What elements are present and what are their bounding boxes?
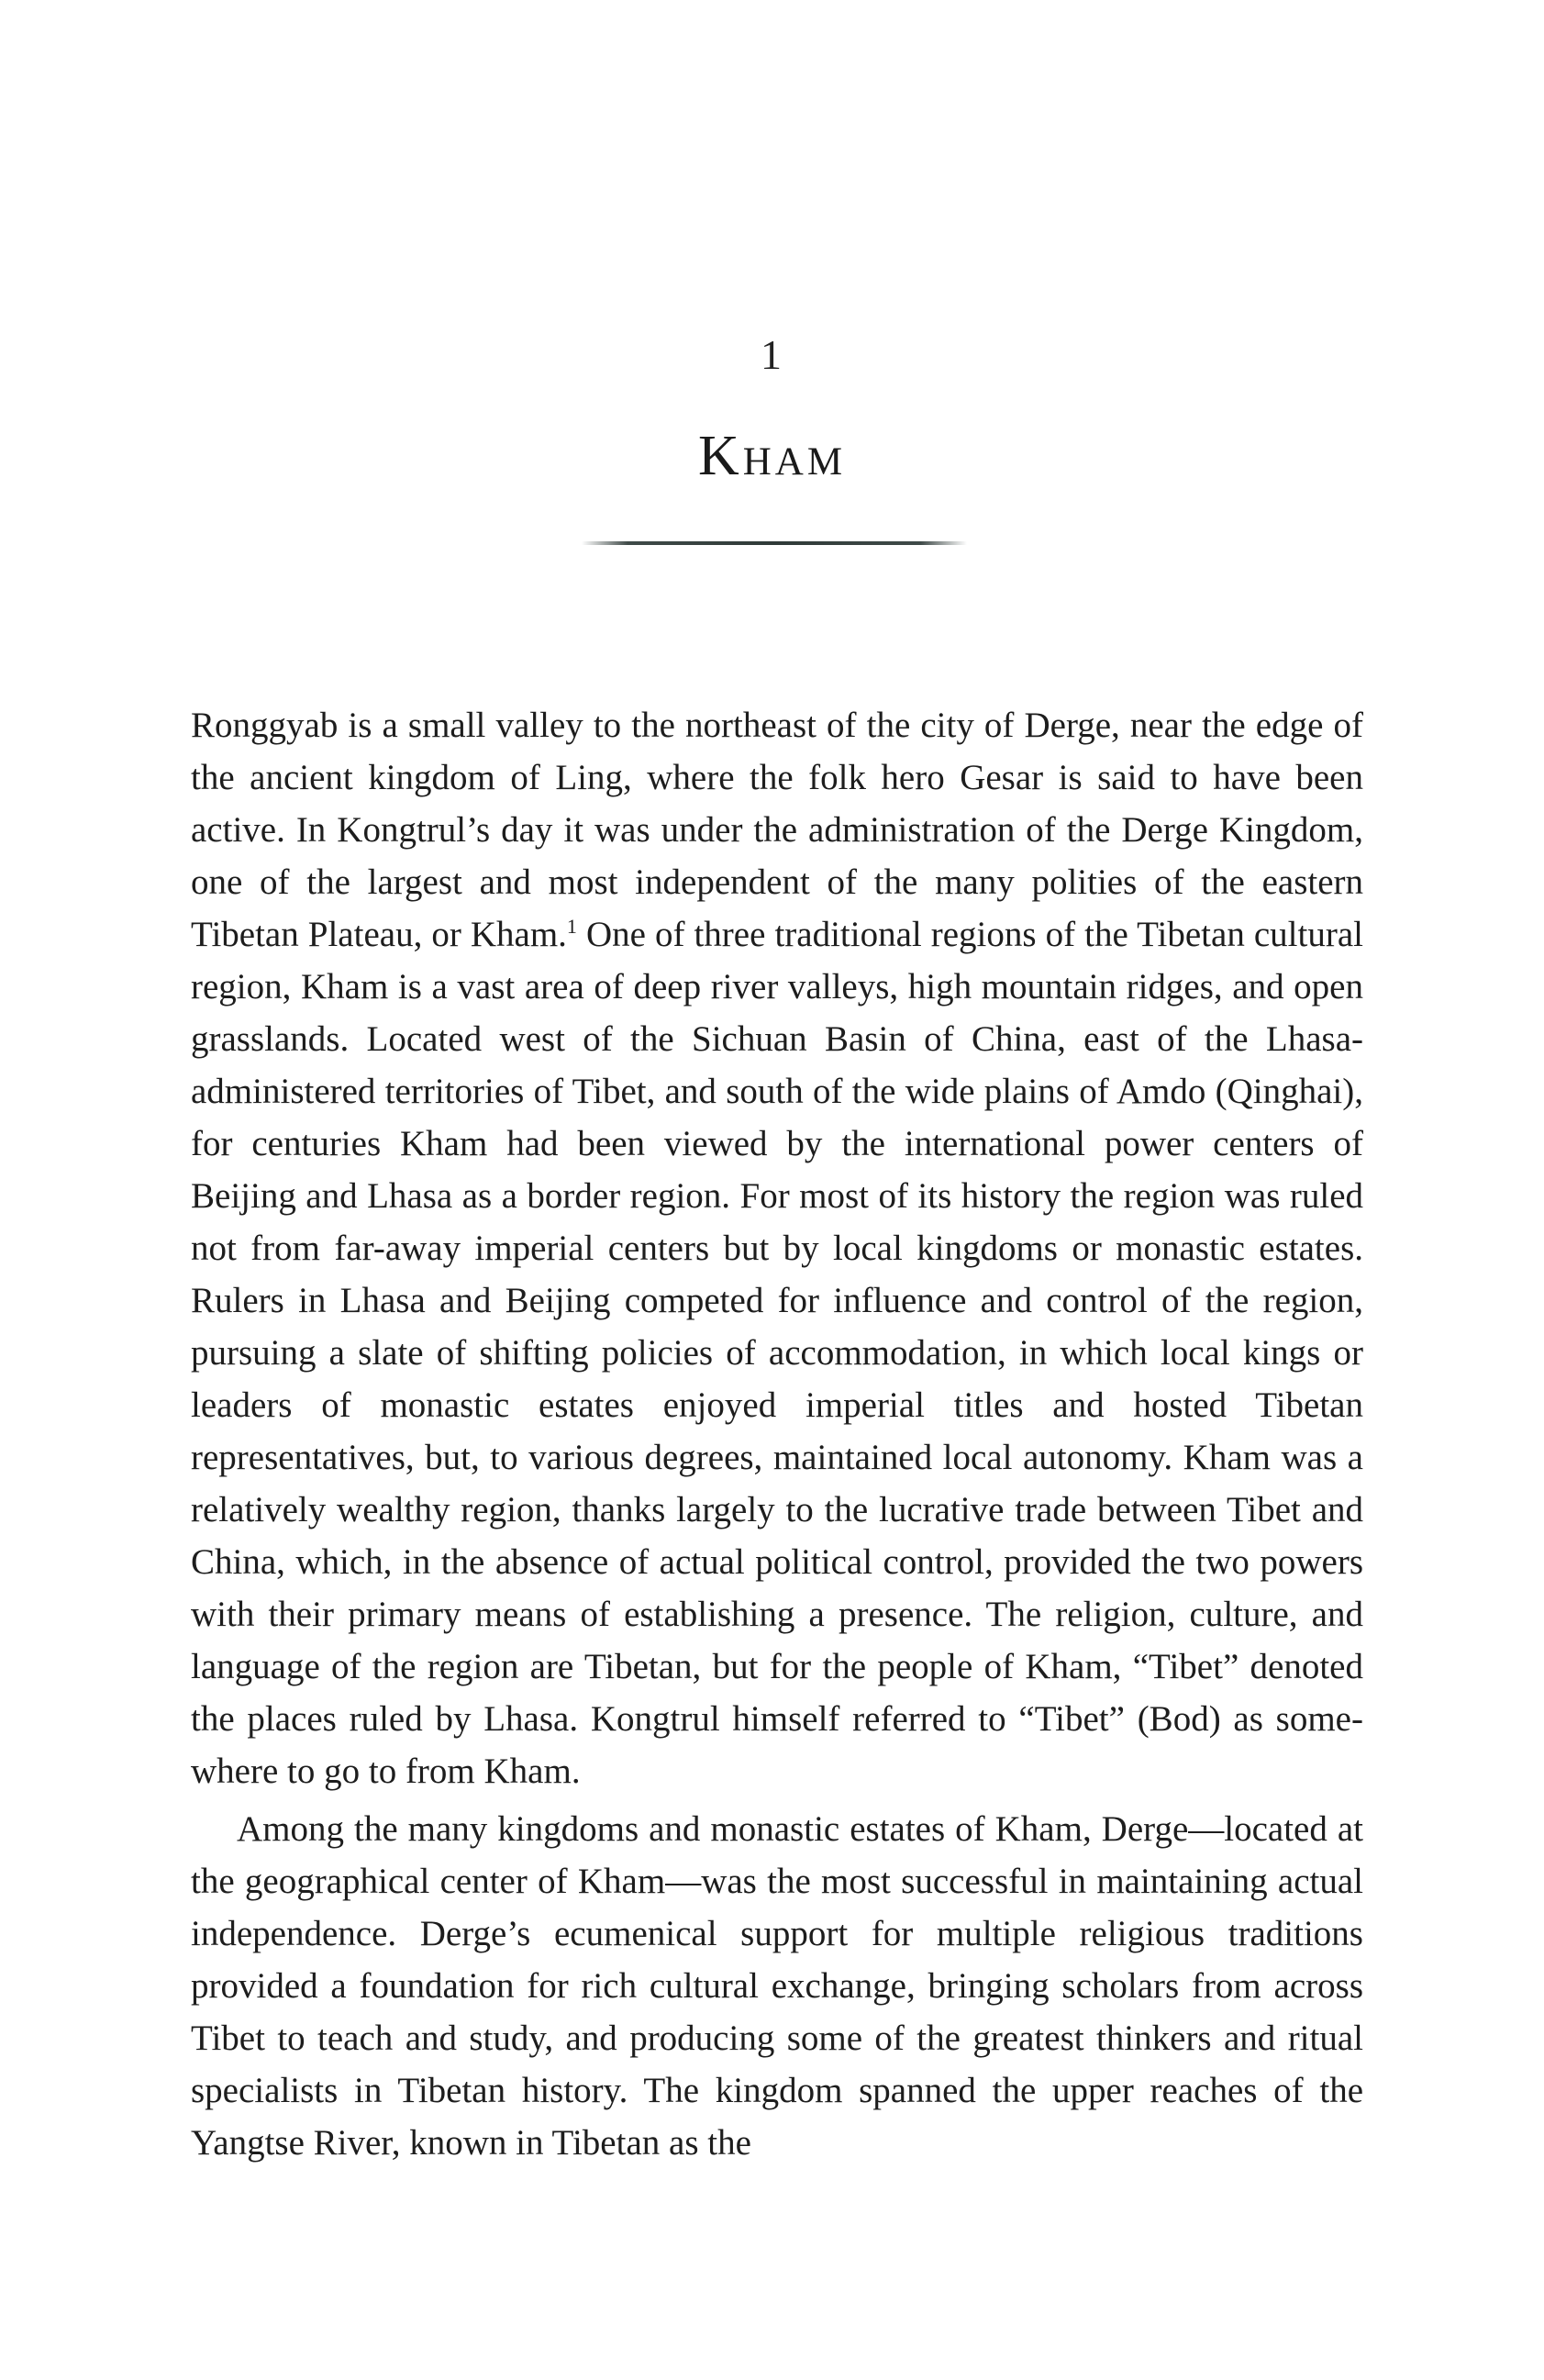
footnote-marker[interactable]: 1 [566,915,577,938]
body-text [191,699,1363,2169]
title-rule [582,541,967,545]
paragraph-2: Among the many kingdoms and monastic estates of Kham, Derge—located at the geographical center of Kham—was the most successful in maintaining actual independence. Derge’s ecumenical support for multiple religious traditions provided a foundation for rich cultural exchange, bringing scholars from across Tibet to teach and study, and producing some of the greatest thinkers and ritual specialists in Tibetan history. The kingdom spanned the upper reaches of the Yangtse River, known in Tibetan as the [191,1809,1363,2163]
paragraph-1-part-2: One of three traditional regions of the Tibetan cultural region, Kham is a vast area of deep river valleys, high mountain ridges, and open grasslands. Located west of the Sichuan Basin of China, east of the Lhasa-administered territories of Tibet, and south of the wide plains of Amdo (Qinghai), for centuries Kham had been viewed by the international power centers of Beijing and Lhasa as a border region. For most of its history the region was ruled not from far-away imperial centers but by local kingdoms or monastic estates. Rulers in Lhasa and Beijing competed for influence and control of the region, pursuing a slate of shifting policies of accommodation, in which local kings or leaders of monastic estates enjoyed imperial titles and hosted Tibetan representatives, but, to various degrees, maintained local autonomy. Kham was a relatively wealthy region, thanks largely to the lucrative trade between Tibet and China, which, in the absence of actual political control, provided the two powers with their primary means of establishing a presence. The religion, culture, and language of the region are Tibetan, but for the people of Kham, “Tibet” denoted the places ruled by Lhasa. Kongtrul himself referred to “Tibet” (Bod) as somewhere to go to from Kham. [191,915,1363,1791]
paragraph-1-part-1: Ronggyab is a small valley to the northeast of the city of Derge, near the edge of the ancient kingdom of Ling, where the folk hero Gesar is said to have been active. In Kongtrul’s day it was under the administration of the Derge Kingdom, one of the largest and most independent of the many polities of the eastern Tibetan Plateau, or Kham. [191,706,1363,954]
paragraph-1 [191,699,1363,1797]
chapter-number: 1 [761,331,783,378]
chapter-title: Kham [697,425,847,487]
